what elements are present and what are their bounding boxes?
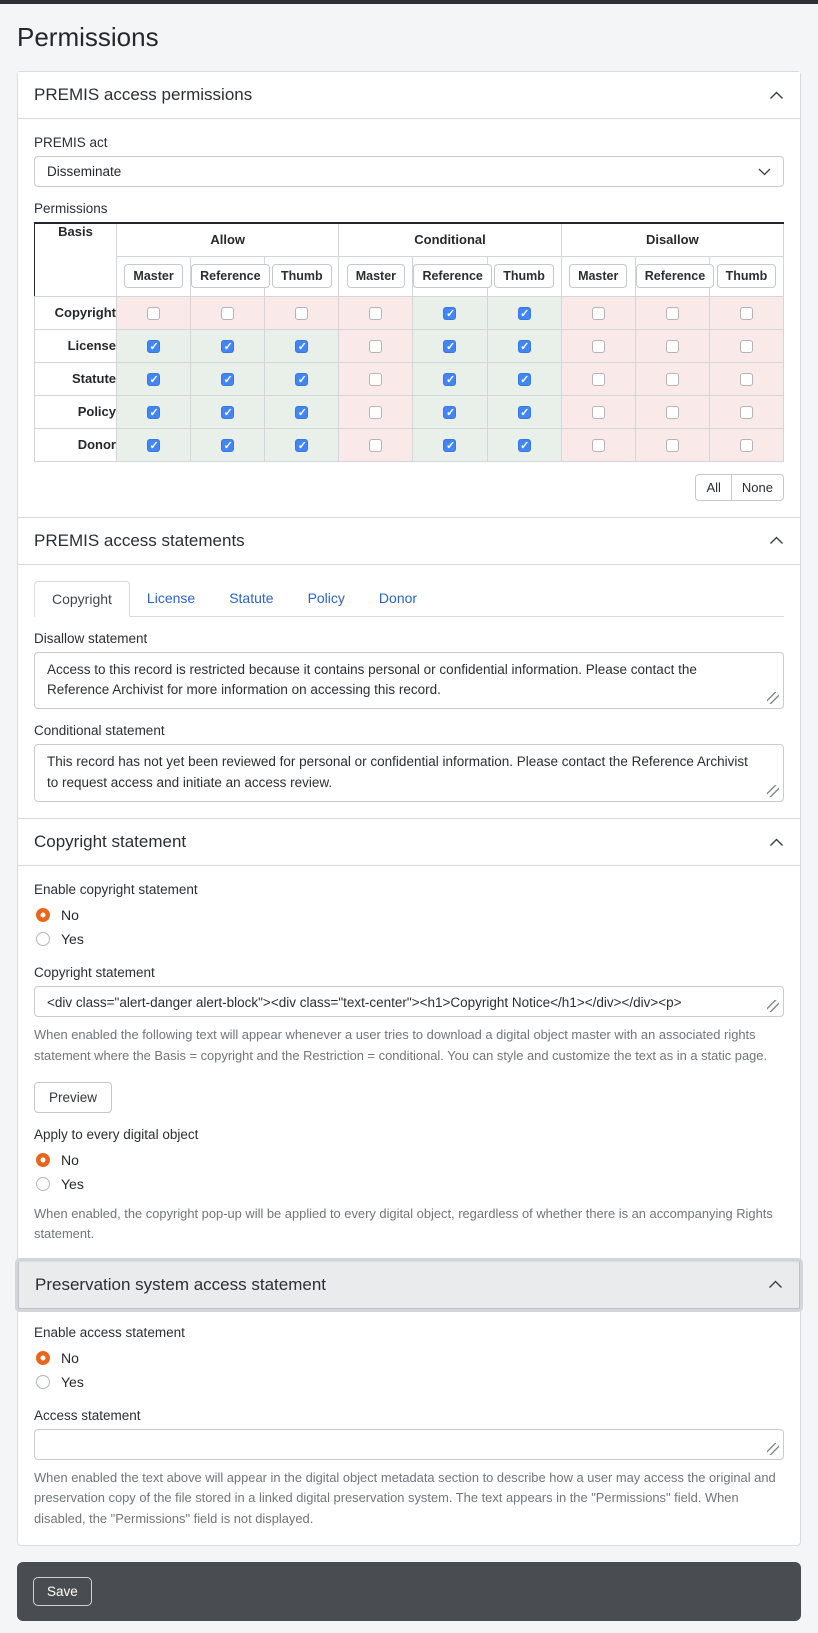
disallow-statement-label: Disallow statement [34,630,148,646]
enable-copyright-statement-radio-yes[interactable] [36,932,50,946]
enable-copyright-statement-radio-label-yes: Yes [61,931,84,948]
enable-access-statement-label: Enable access statement [34,1324,185,1340]
checkbox-statute-conditional-thumb[interactable] [518,373,531,386]
enable-access-statement-option-no [34,1346,784,1370]
checkbox-policy-disallow-reference[interactable] [666,406,679,419]
checkbox-copyright-disallow-master[interactable] [592,307,605,320]
settings-page [0,4,818,1633]
apply-to-every-digital-object-radio-label-yes: Yes [61,1175,84,1192]
copyright-statement-textarea[interactable] [34,986,784,1017]
apply-to-every-digital-object-label: Apply to every digital object [34,1126,199,1142]
checkbox-donor-disallow-master[interactable] [592,439,605,452]
checkbox-copyright-allow-master[interactable] [147,307,160,320]
checkbox-policy-conditional-thumb[interactable] [518,406,531,419]
checkbox-donor-disallow-thumb[interactable] [740,439,753,452]
resize-handle-icon[interactable] [767,692,779,704]
checkbox-policy-disallow-thumb[interactable] [740,406,753,419]
enable-access-statement-radio-group [34,1346,784,1394]
apply-to-every-digital-object-option-no [34,1148,784,1172]
checkbox-statute-disallow-master[interactable] [592,373,605,386]
checkbox-donor-conditional-reference[interactable] [443,439,456,452]
column-toggle-disallow-master[interactable]: Master [569,264,627,288]
column-toggle-conditional-reference[interactable]: Reference [413,264,491,288]
checkbox-policy-conditional-master[interactable] [369,406,382,419]
checkbox-copyright-conditional-master[interactable] [369,307,382,320]
resize-handle-icon[interactable] [767,1000,779,1012]
section-header-premis-access-statements[interactable] [18,517,800,565]
all-button[interactable]: All [695,474,731,501]
checkbox-policy-allow-reference[interactable] [221,406,234,419]
row-label-statute: Statute [35,362,117,395]
checkbox-policy-conditional-reference[interactable] [443,406,456,419]
section-copyright-statement [18,818,800,1261]
chevron-down-icon [758,168,771,176]
apply-to-every-digital-object-radio-yes[interactable] [36,1177,50,1191]
checkbox-donor-allow-master[interactable] [147,439,160,452]
section-header-premis-access-permissions[interactable] [18,72,800,119]
enable-copyright-statement-option-no [34,903,784,927]
row-label-donor: Donor [35,428,117,461]
section-title: Copyright statement [34,832,187,852]
tab-license[interactable]: License [146,589,196,606]
apply-to-every-digital-object-radio-no[interactable] [36,1153,50,1167]
statement-fields [34,631,784,803]
checkbox-license-allow-master[interactable] [147,340,160,353]
checkbox-copyright-disallow-reference[interactable] [666,307,679,320]
apply-to-every-digital-object-help: When enabled, the copyright pop-up will be applied to every digital object, regardless of whether there is an accompanying Rights statement. [34,1205,773,1242]
copyright-statement-value: <div class="alert-danger alert-block"><div class="text-center"><h1>Copyright Notice</h1></div></div><p> [47,995,682,1011]
permissions-table-label: Permissions [34,201,108,216]
section-header-copyright-statement[interactable] [18,818,800,866]
disallow-statement-textarea[interactable] [34,652,784,710]
table-header-basis: Basis [35,223,117,296]
checkbox-statute-allow-master[interactable] [147,373,160,386]
resize-handle-icon[interactable] [767,785,779,797]
checkbox-copyright-conditional-thumb[interactable] [518,307,531,320]
enable-copyright-statement-radio-no[interactable] [36,908,50,922]
section-header-preservation-access-statement[interactable] [18,1261,800,1309]
checkbox-policy-allow-thumb[interactable] [295,406,308,419]
enable-copyright-statement-radio-group [34,903,784,951]
column-toggle-allow-master[interactable]: Master [124,264,182,288]
apply-to-every-digital-object-radio-group [34,1148,784,1196]
checkbox-statute-allow-reference[interactable] [221,373,234,386]
conditional-statement-textarea[interactable] [34,744,784,802]
column-toggle-disallow-thumb[interactable]: Thumb [717,264,777,288]
checkbox-license-conditional-thumb[interactable] [518,340,531,353]
permissions-table [34,222,784,462]
premis-act-label: PREMIS act [34,135,108,150]
section-title: PREMIS access statements [34,530,245,550]
section-preservation-access-statement [18,1261,800,1545]
access-statement-textarea[interactable] [34,1429,784,1460]
bulk-select-buttons [34,474,784,501]
chevron-up-icon[interactable] [768,1280,783,1289]
checkbox-statute-allow-thumb[interactable] [295,373,308,386]
chevron-up-icon[interactable] [769,91,784,100]
column-toggle-disallow-reference[interactable]: Reference [636,264,714,288]
access-statement-help: When enabled the text above will appear in the digital object metadata section to describe how a user may access the original and preservation copy of the file stored in a linked digital preservation system. The text appears in the "Permissions" field. When disabled, the "Permissions" field is not displayed. [34,1469,776,1526]
checkbox-license-conditional-reference[interactable] [443,340,456,353]
checkbox-statute-disallow-thumb[interactable] [740,373,753,386]
enable-copyright-statement-radio-label-no: No [61,907,79,924]
row-label-license: License [35,329,117,362]
table-header-disallow: Disallow [561,223,783,256]
chevron-up-icon[interactable] [769,838,784,847]
column-toggle-allow-thumb[interactable]: Thumb [272,264,332,288]
checkbox-license-disallow-reference[interactable] [666,340,679,353]
conditional-statement-label: Conditional statement [34,723,165,739]
checkbox-policy-allow-master[interactable] [147,406,160,419]
section-premis-access-permissions [18,72,800,517]
conditional-statement-value: This record has not yet been reviewed for personal or confidential information. Please contact the Reference Archivist to request access and initiate an access review. [47,754,748,791]
chevron-up-icon[interactable] [769,536,784,545]
checkbox-donor-allow-reference[interactable] [221,439,234,452]
premis-act-selected-value: Disseminate [47,164,122,179]
resize-handle-icon[interactable] [767,1443,779,1455]
section-premis-access-statements [18,517,800,819]
checkbox-statute-conditional-reference[interactable] [443,373,456,386]
checkbox-statute-disallow-reference[interactable] [666,373,679,386]
enable-access-statement-radio-yes[interactable] [36,1375,50,1389]
basis-tabs [34,581,784,617]
checkbox-copyright-conditional-reference[interactable] [443,307,456,320]
column-toggle-conditional-thumb[interactable]: Thumb [494,264,554,288]
checkbox-license-conditional-master[interactable] [369,340,382,353]
checkbox-policy-disallow-master[interactable] [592,406,605,419]
enable-access-statement-radio-no[interactable] [36,1351,50,1365]
enable-access-statement-radio-label-no: No [61,1349,79,1366]
checkbox-license-allow-reference[interactable] [221,340,234,353]
none-button[interactable]: None [731,474,784,501]
settings-accordion [17,71,801,1546]
form-actions-bar [17,1562,801,1621]
copyright-statement-help: When enabled the following text will appear whenever a user tries to download a digital object master with an associated rights statement where the Basis = copyright and the Restriction = conditional. You can style and customize the text as in a static page. [34,1027,768,1063]
checkbox-license-allow-thumb[interactable] [295,340,308,353]
checkbox-copyright-disallow-thumb[interactable] [740,307,753,320]
tab-donor[interactable]: Donor [378,589,418,606]
checkbox-donor-conditional-thumb[interactable] [518,439,531,452]
checkbox-donor-allow-thumb[interactable] [295,439,308,452]
premis-act-select[interactable] [34,156,784,187]
tab-policy[interactable]: Policy [307,589,345,606]
table-header-allow: Allow [117,223,339,256]
checkbox-copyright-allow-thumb[interactable] [295,307,308,320]
column-toggle-allow-reference[interactable]: Reference [191,264,269,288]
section-title: Preservation system access statement [35,1274,327,1294]
preview-button[interactable]: Preview [34,1082,112,1113]
checkbox-donor-conditional-master[interactable] [369,439,382,452]
checkbox-copyright-allow-reference[interactable] [221,307,234,320]
checkbox-statute-conditional-master[interactable] [369,373,382,386]
column-toggle-conditional-master[interactable]: Master [347,264,405,288]
apply-to-every-digital-object-radio-label-no: No [61,1151,79,1168]
disallow-statement-value: Access to this record is restricted because it contains personal or confidential information. Please contact the Reference Archivist for more information on accessing this record. [47,661,697,698]
copyright-statement-label: Copyright statement [34,965,155,981]
enable-copyright-statement-label: Enable copyright statement [34,882,198,898]
access-statement-label: Access statement [34,1407,141,1423]
save-button[interactable]: Save [33,1577,92,1606]
checkbox-license-disallow-master[interactable] [592,340,605,353]
table-header-conditional: Conditional [339,223,561,256]
enable-access-statement-radio-label-yes: Yes [61,1373,84,1390]
row-label-copyright: Copyright [35,296,117,329]
section-title: PREMIS access permissions [34,85,253,104]
tab-statute[interactable]: Statute [229,589,274,606]
enable-copyright-statement-option-yes [34,927,784,951]
checkbox-donor-disallow-reference[interactable] [666,439,679,452]
enable-access-statement-option-yes [34,1370,784,1394]
checkbox-license-disallow-thumb[interactable] [740,340,753,353]
page-title: Permissions [17,22,159,52]
apply-to-every-digital-object-option-yes [34,1172,784,1196]
tab-copyright[interactable]: Copyright [34,581,130,617]
row-label-policy: Policy [35,395,117,428]
